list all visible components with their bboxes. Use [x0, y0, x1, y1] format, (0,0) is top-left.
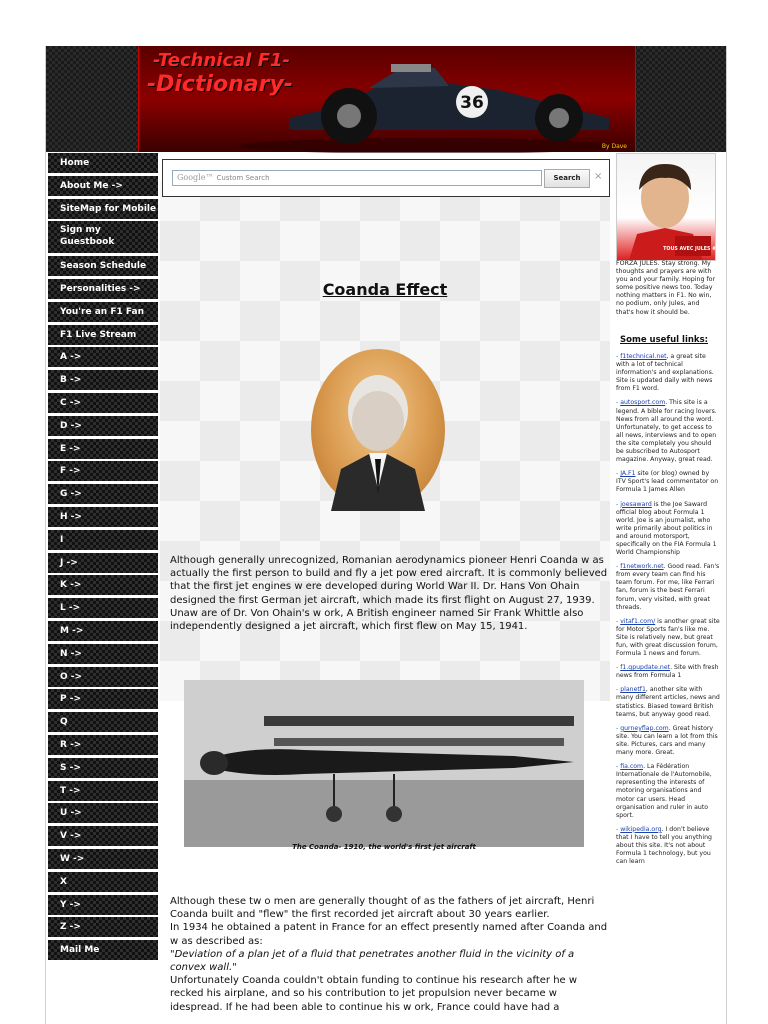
sidebar-item-r[interactable]: R ->	[48, 735, 158, 755]
jules-bianchi-photo	[616, 153, 723, 261]
link-entry: - vitaf1.com/ is another great site for Motor Sports fan's like me. Site is relatively new, but great fun, with great discussion forum, Formula 1 news and forum.	[616, 617, 720, 658]
link-planetf1[interactable]: planetf1	[620, 686, 646, 694]
useful-links-heading: Some useful links:	[620, 335, 709, 345]
sidebar-item-p[interactable]: P ->	[48, 689, 158, 709]
link-entry: - fia.com. La Fédération Internationale de l'Automobile, representing the interests of motoring organisations and motor car users. Head organisation and ruler in auto sport.	[616, 763, 712, 819]
link-joesaward[interactable]: joesaward	[620, 500, 652, 508]
sidebar-item-o[interactable]: O ->	[48, 667, 158, 687]
link-entry: - wikipedia.org. I don't believe that I have to tell you anything about this site. It's not about Formula 1 technology, but you can learn	[616, 825, 712, 866]
sidebar-item-m[interactable]: M ->	[48, 621, 158, 641]
sidebar-item-k[interactable]: K ->	[48, 575, 158, 595]
sidebar-item-n[interactable]: N ->	[48, 644, 158, 664]
header-byline: By Dave	[601, 143, 627, 150]
coanda-effect-quote: "Deviation of a plan jet of a fluid that penetrates another fluid in the vicinity of a convex wall."	[170, 948, 575, 974]
sidebar-item-j[interactable]: J ->	[48, 553, 158, 573]
link-ja-f1[interactable]: JA.F1	[620, 470, 636, 478]
car-number: 36	[460, 93, 484, 113]
search-button[interactable]: Search	[544, 169, 590, 188]
logo-text-line1: -Technical F1-	[153, 50, 291, 71]
sidebar-item-f[interactable]: F ->	[48, 461, 158, 481]
link-gpupdate[interactable]: f1.gpupdate.net	[620, 664, 671, 672]
link-entry: - autosport.com. This site is a legend. A bible for racing lovers. News from all around the word. Unfortunately, to get access to all news, interviews and to open the site completely you should be subscribed to Autosport magazine. Anyway, great read.	[616, 399, 717, 464]
henri-coanda-portrait	[311, 349, 445, 511]
custom-search-box	[162, 159, 610, 197]
link-entry: - f1technical.net, a great site with a lot of technical information's and explanations. Site is updated daily with news from F1 word.	[616, 353, 714, 393]
link-wikipedia[interactable]: wikipedia.org	[620, 825, 662, 833]
sidebar-item-g[interactable]: G ->	[48, 484, 158, 504]
sidebar-item-personalities[interactable]: Personalities ->	[48, 279, 158, 299]
link-entry: - f1network.net. Good read. Fan's from every team can find his team forum. For me, like Ferrari fan, forum is the best Ferrari forum, very visited, with great threads.	[616, 563, 720, 611]
link-entry: - planetf1, another site with many different articles, news and statistics. Biased toward British teams, but anyway good read.	[616, 686, 720, 718]
google-logo: Google™	[177, 173, 214, 182]
portrait-illustration	[311, 349, 445, 511]
link-autosport[interactable]: autosport.com	[620, 399, 666, 407]
sidebar-item-home[interactable]: Home	[48, 153, 158, 173]
sidebar-item-mail-me[interactable]: Mail Me	[48, 940, 158, 960]
sidebar-item-l[interactable]: L ->	[48, 598, 158, 618]
sidebar-item-e[interactable]: E ->	[48, 439, 158, 459]
link-gurneyflap[interactable]: gurneyflap.com	[620, 724, 669, 732]
article-paragraph-1: Although generally unrecognized, Romanian aerodynamics pioneer Henri Coanda w as actually the first person to build and fly a jet pow ered aircraft. It is commonly believed that the first jet engines w ere developed during World War II. Dr. Hans Von Ohain designed the first German jet aircraft, which made its first flight on August 27, 1939. Unaw are of Dr. Von Ohain's w ork, A British engineer named Sir Frank Whittle also independently designed a jet aircraft, which first flew on May 15, 1941.	[170, 555, 608, 633]
link-entry: - JA.F1 site (or blog) owned by ITV Sport's lead commentator on Formula 1 James Allen	[616, 470, 719, 494]
sidebar-item-v[interactable]: V ->	[48, 826, 158, 846]
link-f1technical[interactable]: f1technical.net	[620, 353, 667, 360]
sidebar-item-about-me[interactable]: About Me ->	[48, 176, 158, 196]
sidebar-item-a[interactable]: A ->	[48, 347, 158, 367]
sidebar-item-i[interactable]: I	[48, 530, 158, 550]
sidebar-item-y[interactable]: Y ->	[48, 895, 158, 915]
f1-car-image	[139, 46, 635, 152]
right-column	[614, 153, 722, 1024]
sidebar-item-u[interactable]: U ->	[48, 803, 158, 823]
link-entry: - f1.gpupdate.net. Site with fresh news from Formula 1	[616, 664, 719, 680]
sidebar-item-w[interactable]: W ->	[48, 849, 158, 869]
photo-caption: The Coanda- 1910, the world's first jet aircraft	[292, 843, 476, 851]
search-input[interactable]	[172, 170, 542, 186]
sidebar-item-b[interactable]: B ->	[48, 370, 158, 390]
article-paragraph-2	[170, 895, 610, 1014]
search-placeholder: Custom Search	[216, 174, 270, 182]
jules-tribute-badge: TOUS AVEC JULES #17	[663, 247, 723, 252]
sidebar-item-d[interactable]: D ->	[48, 416, 158, 436]
paragraph-2-part-c: Unfortunately Coanda couldn't obtain funding to continue his research after he w recked his airplane, and so his contribution to jet propulsion never became w idespread. If he had been able to continue his w ork, France could have had a	[170, 975, 578, 1013]
link-f1network[interactable]: f1network.net	[620, 563, 664, 571]
paragraph-2-part-b: In 1934 he obtained a patent in France for an effect presently named after Coanda and w as described as:	[170, 922, 608, 947]
main-content	[160, 153, 610, 1024]
sidebar-item-c[interactable]: C ->	[48, 393, 158, 413]
sidebar-item-t[interactable]: T ->	[48, 781, 158, 801]
sidebar-item-q[interactable]: Q	[48, 712, 158, 732]
sidebar-item-s[interactable]: S ->	[48, 758, 158, 778]
site-header	[46, 46, 726, 152]
sidebar-item-x[interactable]: X	[48, 872, 158, 892]
sidebar-item-guestbook[interactable]: Sign my Guestbook	[48, 221, 158, 253]
link-entry: - joesaward is the Joe Saward official blog about Formula 1 world. Joe is an journalist, who write primarily about politics in and around motorsport, specifically on the FIA Formula 1 World Championship	[616, 500, 717, 557]
logo-text-line2: -Dictionary-	[147, 72, 293, 97]
sidebar-item-h[interactable]: H ->	[48, 507, 158, 527]
page	[45, 46, 727, 1024]
close-icon[interactable]: ×	[594, 171, 603, 182]
sidebar-item-f1-fan[interactable]: You're an F1 Fan	[48, 302, 158, 322]
link-entry: - gurneyflap.com. Great history site. You can learn a lot from this site. Pictures, cars and many many more. Great.	[616, 724, 718, 757]
link-fia[interactable]: fia.com	[620, 763, 644, 771]
sidebar-item-z[interactable]: Z ->	[48, 917, 158, 937]
paragraph-2-part-a: Although these tw o men are generally thought of as the fathers of jet aircraft, Henri Coanda built and "flew" the first recorded jet aircraft about 30 years earlier.	[170, 896, 595, 921]
useful-links-list	[616, 353, 720, 872]
article-title: Coanda Effect	[322, 280, 448, 299]
sidebar-nav	[48, 153, 158, 963]
sidebar-item-season-schedule[interactable]: Season Schedule	[48, 256, 158, 276]
coanda-1910-photo	[184, 680, 584, 847]
header-banner[interactable]	[138, 46, 636, 152]
sidebar-item-live-stream[interactable]: F1 Live Stream	[48, 325, 158, 345]
forza-jules-text: FORZA JULES. Stay strong. My thoughts and prayers are with you and your family. Hoping for some positive news too. Today nothing matters in F1. No win, no podium, only Jules, and that's how it should be.	[616, 260, 716, 316]
jet-aircraft-illustration	[184, 680, 584, 847]
link-vitaf1[interactable]: vitaf1.com/	[620, 617, 656, 625]
jules-tribute-illustration	[617, 154, 723, 260]
sidebar-item-sitemap-mobile[interactable]: SiteMap for Mobile	[48, 199, 158, 219]
